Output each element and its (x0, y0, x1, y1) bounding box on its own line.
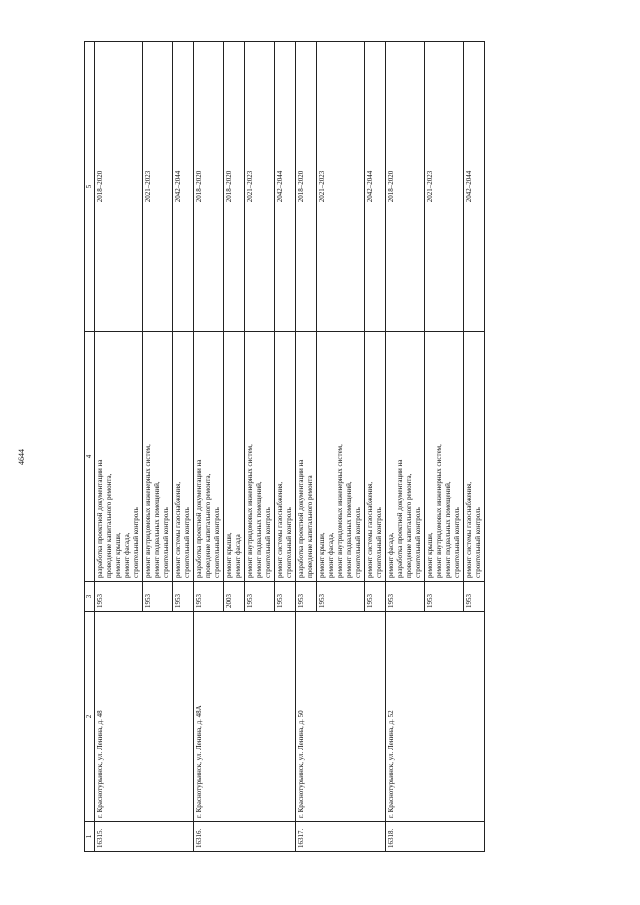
work-item: строительный контроль (375, 507, 383, 578)
work-item: строительный контроль (285, 507, 293, 578)
page-number: 4644 (17, 449, 26, 465)
work-item: ремонт подвальных помещений, (444, 481, 452, 578)
works-cell (464, 332, 485, 582)
work-item: проведение капитального ремонта, (204, 473, 212, 578)
work-item: ремонт фасада, (123, 532, 131, 578)
work-item: ремонт крыши, (318, 532, 326, 578)
commission-year: 1953 (143, 582, 173, 612)
works-cell (365, 332, 386, 582)
work-item: разработка проектной документации на (297, 459, 305, 578)
work-item: ремонт системы газоснабжения, (174, 481, 182, 578)
table-row (386, 42, 425, 852)
column-header: 1 (85, 822, 95, 852)
work-item: ремонт фасада, (387, 532, 395, 578)
work-item: разработка проектной документации на (195, 459, 203, 578)
row-number: 16315. (95, 822, 194, 852)
planned-period: 2018–2020 (194, 42, 224, 332)
planned-period: 2018–2020 (224, 42, 245, 332)
commission-year: 1953 (425, 582, 464, 612)
column-header: 3 (85, 582, 95, 612)
work-item: ремонт крыши, (426, 532, 434, 578)
address-cell: г. Краснотурьинск, ул. Ленина, д. 52 (386, 612, 485, 822)
works-cell (95, 332, 143, 582)
work-item: строительный контроль (132, 507, 140, 578)
planned-period: 2021–2023 (317, 42, 365, 332)
row-number: 16316. (194, 822, 296, 852)
column-header: 5 (85, 42, 95, 332)
table-row (194, 42, 224, 852)
work-item: ремонт внутридомовых инженерных систем, (144, 444, 152, 578)
works-cell (224, 332, 245, 582)
works-cell (173, 332, 194, 582)
address-cell: г. Краснотурьинск, ул. Ленина, д. 48 (95, 612, 194, 822)
work-item: строительный контроль (213, 507, 221, 578)
work-item: ремонт крыши, (225, 532, 233, 578)
works-cell (275, 332, 296, 582)
commission-year: 1953 (317, 582, 365, 612)
work-item: строительный контроль (414, 507, 422, 578)
work-item: строительный контроль (264, 507, 272, 578)
planned-period: 2018–2020 (296, 42, 317, 332)
works-cell (245, 332, 275, 582)
commission-year: 1953 (173, 582, 194, 612)
work-item: проведение капитального ремонта (306, 475, 314, 578)
commission-year: 1953 (365, 582, 386, 612)
works-cell (296, 332, 317, 582)
commission-year: 1953 (296, 582, 317, 612)
planned-period: 2021–2023 (425, 42, 464, 332)
planned-period: 2042–2044 (173, 42, 194, 332)
table-row (95, 42, 143, 852)
works-cell (425, 332, 464, 582)
row-number: 16317. (296, 822, 386, 852)
work-item: ремонт системы газоснабжения, (366, 481, 374, 578)
commission-year: 1953 (95, 582, 143, 612)
commission-year: 1953 (245, 582, 275, 612)
repair-schedule-table (84, 41, 485, 852)
address-cell: г. Краснотурьинск, ул. Ленина, д. 50 (296, 612, 386, 822)
work-item: ремонт подвальных помещений, (255, 481, 263, 578)
planned-period: 2021–2023 (245, 42, 275, 332)
work-item: ремонт подвальных помещений, (345, 481, 353, 578)
works-cell (194, 332, 224, 582)
work-item: ремонт внутридомовых инженерных систем, (336, 444, 344, 578)
planned-period: 2042–2044 (365, 42, 386, 332)
planned-period: 2018–2020 (386, 42, 425, 332)
commission-year: 1953 (464, 582, 485, 612)
commission-year: 2003 (224, 582, 245, 612)
table-row (296, 42, 317, 852)
planned-period: 2042–2044 (275, 42, 296, 332)
work-item: строительный контроль (474, 507, 482, 578)
work-item: ремонт системы газоснабжения, (276, 481, 284, 578)
work-item: строительный контроль (453, 507, 461, 578)
address-cell: г. Краснотурьинск, ул. Ленина, д. 48А (194, 612, 296, 822)
column-header: 4 (85, 332, 95, 582)
work-item: проведение капитального ремонта, (405, 473, 413, 578)
planned-period: 2021–2023 (143, 42, 173, 332)
row-number: 16318. (386, 822, 485, 852)
works-cell (386, 332, 425, 582)
work-item: ремонт внутридомовых инженерных систем, (246, 444, 254, 578)
work-item: строительный контроль (183, 507, 191, 578)
work-item: ремонт крыши, (114, 532, 122, 578)
work-item: ремонт фасада (234, 534, 242, 578)
work-item: разработка проектной документации на (396, 459, 404, 578)
work-item: ремонт системы газоснабжения, (465, 481, 473, 578)
work-item: проведение капитального ремонта, (105, 473, 113, 578)
commission-year: 1953 (194, 582, 224, 612)
work-item: ремонт внутридомовых инженерных систем, (435, 444, 443, 578)
work-item: разработка проектной документации на (96, 459, 104, 578)
header-row (85, 42, 95, 852)
commission-year: 1953 (275, 582, 296, 612)
work-item: ремонт фасада, (327, 532, 335, 578)
work-item: строительный контроль (162, 507, 170, 578)
work-item: строительный контроль (354, 507, 362, 578)
repair-schedule-table-wrapper (84, 42, 639, 852)
planned-period: 2042–2044 (464, 42, 485, 332)
works-cell (317, 332, 365, 582)
planned-period: 2018–2020 (95, 42, 143, 332)
work-item: ремонт подвальных помещений, (153, 481, 161, 578)
column-header: 2 (85, 612, 95, 822)
commission-year: 1953 (386, 582, 425, 612)
works-cell (143, 332, 173, 582)
